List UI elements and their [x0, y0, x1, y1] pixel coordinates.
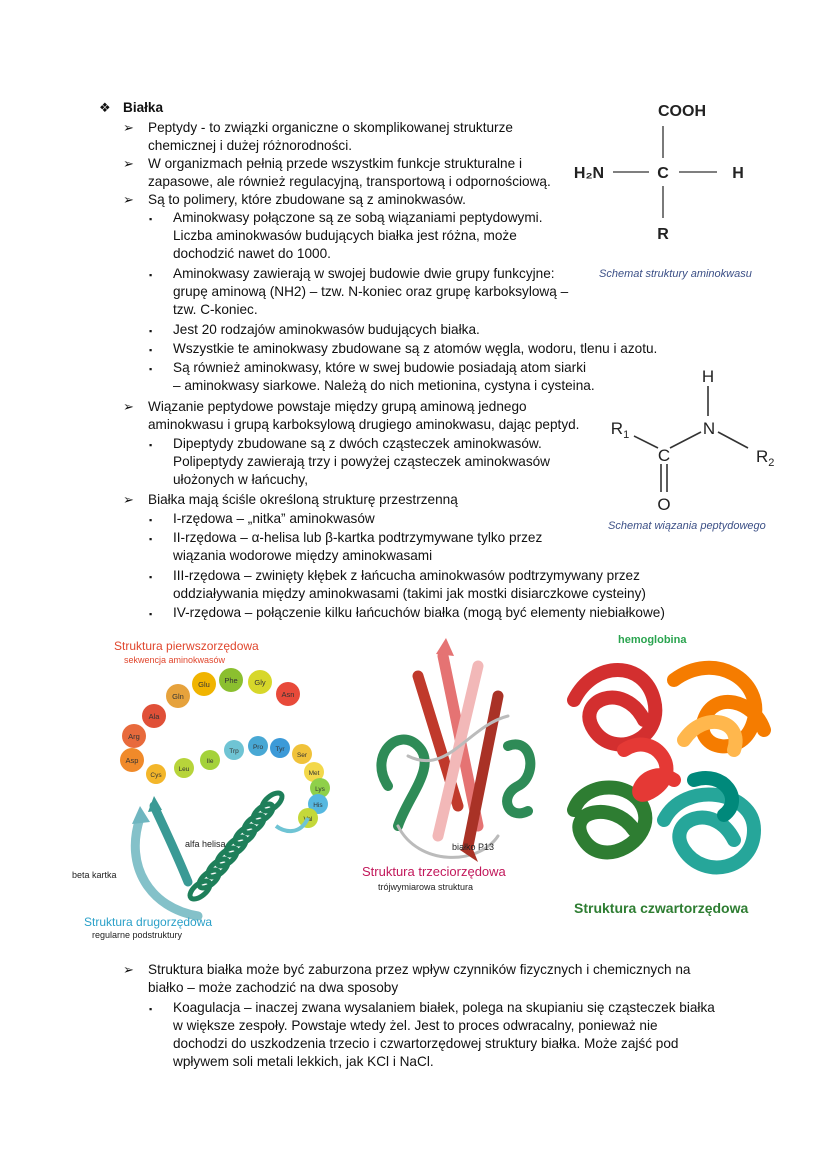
list-item-line: chemicznej i dużej różnorodności.: [148, 138, 353, 153]
sub-item-line: II-rzędowa – α-helisa lub β-kartka podtrzymywane tylko przez: [173, 530, 543, 545]
square-bullet: ▪: [149, 609, 153, 619]
square-bullet: ▪: [149, 364, 153, 374]
list-item-line: Są to polimery, które zbudowane są z aminokwasów.: [148, 192, 466, 207]
sub-item-line: Dipeptydy zbudowane są z dwóch cząsteczek aminokwasów.: [173, 436, 542, 451]
secondary-subtitle: regularne podstruktury: [92, 930, 183, 940]
heading-bullet: ❖: [99, 100, 111, 115]
sub-item-line: Koagulacja – inaczej zwana wysalaniem białek, polega na skupianiu się cząsteczek białka: [173, 1000, 715, 1015]
svg-text:R2: [756, 447, 774, 469]
peptide-c: C: [657, 446, 671, 465]
arrow-bullet: ➢: [123, 156, 134, 171]
sub-item-line: dochodzić nawet do 1000.: [173, 246, 331, 261]
tertiary-subtitle: trójwymiarowa struktura: [378, 882, 474, 892]
square-bullet: ▪: [149, 270, 153, 280]
r-group-label: R: [657, 226, 669, 243]
residue-label: Trp: [229, 748, 239, 755]
sub-item-line: wpływem soli metali lekkich, jak KCl i NaCl.: [173, 1054, 434, 1069]
peptide-h: H: [701, 367, 715, 386]
square-bullet: ▪: [149, 534, 153, 544]
peptide-r1: R: [610, 419, 624, 438]
square-bullet: ▪: [149, 515, 153, 525]
sub-item-line: tzw. C-koniec.: [173, 302, 258, 317]
sub-item-line: grupę aminową (NH2) – tzw. N-koniec oraz grupę karboksylową –: [173, 284, 569, 299]
residue-label: Gly: [254, 678, 266, 687]
peptide-r2: R: [756, 447, 769, 466]
alpha-carbon-label: C: [657, 165, 669, 182]
peptide-r2-sub: 2: [768, 457, 775, 469]
sub-item-line: Liczba aminokwasów budujących białka jest różna, może: [173, 228, 517, 243]
sub-item-line: ułożonych w łańcuchy,: [173, 472, 309, 487]
list-item-line: Peptydy - to związki organiczne o skomplikowanej strukturze: [148, 120, 513, 135]
primary-subtitle: sekwencja aminokwasów: [124, 655, 226, 665]
peptide-n: N: [702, 419, 716, 438]
square-bullet: ▪: [149, 1004, 153, 1014]
list-item-line: aminokwasu i grupą karboksylową drugiego aminokwasu, dając peptyd.: [148, 417, 580, 432]
residue-label: Ile: [206, 758, 214, 765]
residue-label: Leu: [178, 766, 190, 773]
arrow-bullet: ➢: [123, 192, 134, 207]
peptide-bond-caption: Schemat wiązania peptydowego: [608, 520, 766, 532]
primary-title: Struktura pierwszorzędowa: [114, 639, 259, 653]
arrow-bullet: ➢: [123, 492, 134, 507]
arrow-bullet: ➢: [123, 962, 134, 977]
residue-label: Phe: [224, 676, 238, 685]
sub-item-line: Polipeptydy zawierają trzy i powyżej cząsteczek aminokwasów: [173, 454, 551, 469]
square-bullet: ▪: [149, 572, 153, 582]
sub-item-line: – aminokwasy siarkowe. Należą do nich metionina, cystyna i cysteina.: [173, 378, 595, 393]
residue-label: Tyr: [275, 746, 285, 753]
sub-item-line: Aminokwasy połączone są ze sobą wiązaniami peptydowymi.: [173, 210, 543, 225]
square-bullet: ▪: [149, 345, 153, 355]
residue-label: Met: [308, 770, 320, 777]
residue-label: His: [313, 802, 323, 809]
square-bullet: ▪: [149, 214, 153, 224]
list-item-line: zapasowe, ale również regulacyjną, transportową i odpornościową.: [148, 174, 551, 189]
peptide-r1-sub: 1: [623, 429, 630, 441]
residue-label: Lys: [315, 786, 325, 793]
quaternary-structure-figure: [554, 630, 784, 920]
square-bullet: ▪: [149, 326, 153, 336]
sub-item-line: Jest 20 rodzajów aminokwasów budujących białka.: [173, 322, 480, 337]
sub-item-line: dochodzi do uszkodzenia trzecio i czwartorzędowej struktury białka. Może zajść pod: [173, 1036, 679, 1051]
quaternary-title: Struktura czwartorzędowa: [574, 900, 749, 916]
list-item-line: Struktura białka może być zaburzona przez wpływ czynników fizycznych i chemicznych na: [148, 962, 691, 977]
residue-label: Cys: [150, 772, 162, 779]
sub-item-line: I-rzędowa – „nitka” aminokwasów: [173, 511, 375, 526]
arrow-bullet: ➢: [123, 399, 134, 414]
peptide-o: O: [657, 495, 671, 514]
residue-label: Asn: [281, 690, 295, 699]
sub-item-line: IV-rzędowa – połączenie kilku łańcuchów białka (mogą być elementy niebiałkowe): [173, 605, 665, 620]
sub-item-line: III-rzędowa – zwinięty kłębek z łańcucha aminokwasów podtrzymywany przez: [173, 568, 640, 583]
list-item-line: Wiązanie peptydowe powstaje między grupą aminową jednego: [148, 399, 527, 414]
peptide-bond-diagram: [608, 364, 788, 514]
list-item-line: białko – może zachodzić na dwa sposoby: [148, 980, 399, 995]
residue-label: Glu: [198, 680, 210, 689]
beta-sheet-label: beta kartka: [72, 870, 117, 880]
svg-text:R1: [611, 419, 629, 441]
sub-item-line: w większe zespoły. Powstaje wtedy żel. Jest to proces odwracalny, ponieważ nie: [173, 1018, 658, 1033]
amino-acid-diagram: [565, 96, 765, 256]
square-bullet: ▪: [149, 440, 153, 450]
amine-label: H₂N: [573, 165, 605, 182]
residue-label: Arg: [128, 732, 140, 741]
residue-label: Asp: [125, 756, 139, 765]
hydrogen-label: H: [732, 165, 744, 182]
sub-item-line: Aminokwasy zawierają w swojej budowie dwie grupy funkcyjne:: [173, 266, 555, 281]
section-title: Białka: [123, 100, 164, 115]
list-item-line: Białka mają ściśle określoną strukturę przestrzenną: [148, 492, 458, 507]
amino-acid-caption: Schemat struktury aminokwasu: [599, 268, 752, 280]
residue-label: Ala: [148, 712, 160, 721]
residue-label: Val: [303, 816, 313, 823]
sub-item-line: Są również aminokwasy, które w swej budowie posiadają atom siarki: [173, 360, 587, 375]
alpha-helix-label: alfa helisa: [185, 839, 226, 849]
sub-item-line: oddziaływania między aminokwasami (takimi jak mostki disiarczkowe cysteiny): [173, 586, 646, 601]
sub-item-line: wiązania wodorowe między aminokwasami: [173, 548, 433, 563]
hemoglobin-label: hemoglobina: [618, 634, 687, 646]
secondary-title: Struktura drugorzędowa: [84, 915, 213, 929]
primary-structure-figure: [70, 636, 350, 946]
residue-label: Pro: [252, 744, 264, 751]
list-item-line: W organizmach pełnią przede wszystkim funkcje strukturalne i: [148, 156, 522, 171]
residue-label: Gln: [172, 692, 184, 701]
tertiary-title: Struktura trzeciorzędowa: [362, 864, 506, 879]
tertiary-structure-figure: [358, 636, 550, 898]
sub-item-line: Wszystkie te aminokwasy zbudowane są z atomów węgla, wodoru, tlenu i azotu.: [173, 341, 658, 356]
cooh-label: COOH: [658, 103, 706, 120]
protein-p13-label: białko P13: [452, 842, 495, 852]
residue-label: Ser: [296, 752, 308, 759]
arrow-bullet: ➢: [123, 120, 134, 135]
